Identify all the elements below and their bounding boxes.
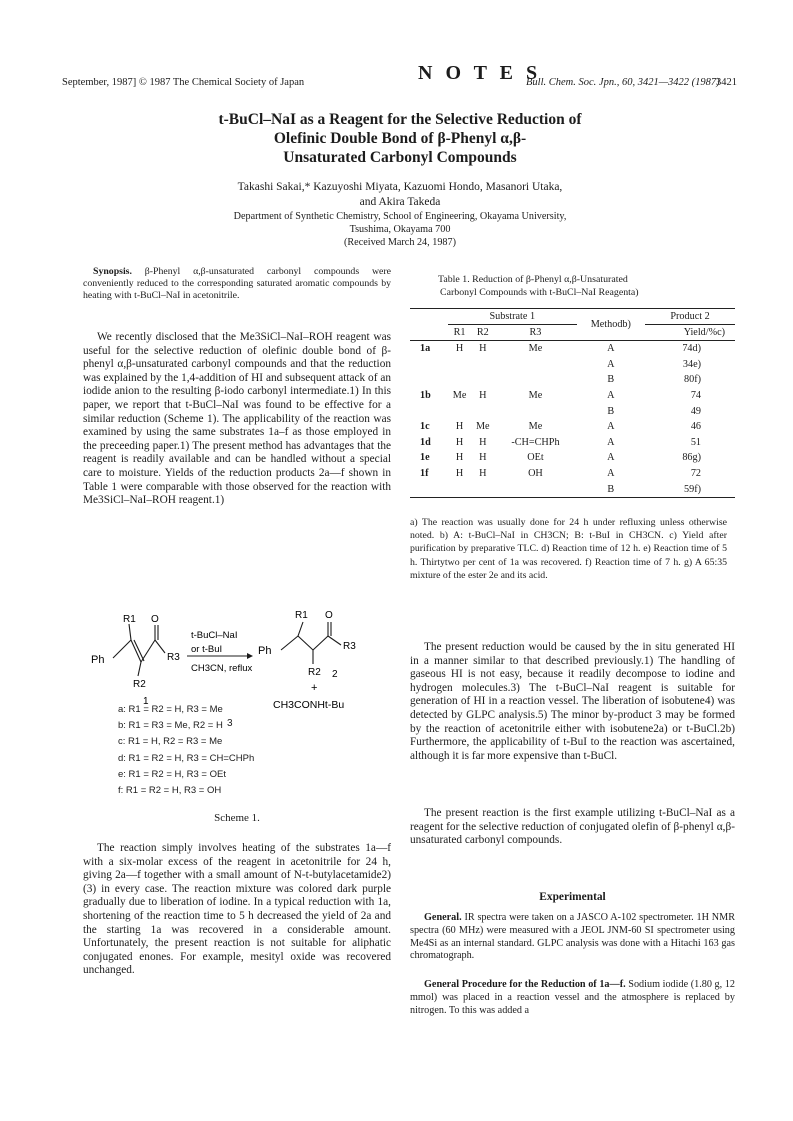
cell-compound: 1f [420, 468, 429, 480]
table-row [410, 372, 735, 388]
cell-method: A [607, 452, 615, 464]
substituent-list [118, 702, 254, 799]
table-row [410, 450, 735, 466]
cell-r3: Me [528, 390, 543, 402]
cell-yield: 34e) [682, 358, 701, 370]
substituent-row: d: R1 = R2 = H, R3 = CH=CHPh [118, 752, 255, 764]
cell-method: A [607, 343, 615, 355]
author-line: Takashi Sakai,* Kazuyoshi Miyata, Kazuomi Hondo, Masanori Utaka, [237, 181, 563, 193]
body-paragraph-conclusion: The present reaction is the first example utilizing t-BuCl–NaI as a reagent for the selective reduction of conjugated olefin of β-phenyl α,β-unsaturated carbonyl compounds. [410, 807, 735, 847]
substituent-row: b: R1 = R3 = Me, R2 = H [118, 720, 223, 732]
table-subheader-row [410, 325, 735, 341]
phenyl-label-reactant: Ph [91, 654, 105, 666]
substituent-row: e: R1 = R2 = H, R3 = OEt [118, 768, 226, 780]
cell-compound: 1b [420, 390, 431, 402]
cell-method: A [607, 358, 615, 370]
cell-method: B [607, 405, 615, 417]
cell-r1: H [455, 421, 464, 433]
body-paragraph-procedure-summary: The reaction simply involves heating of the substrates 1a—f with a six-molar excess of the reagent in acetonitrile for 24 h, giving 2a—f together with a small amount of N-t-butylacetamide2) (3) in every case. The reaction mixture was colored dark purple gradually due to liberation of iodine. In a typical reduction with 1a, shortening of the reaction time to 5 h decreased the yield of 2a and the starting 1a was recovered in a considerable amount. Unfortunately, the present reaction is not suitable for aliphatic conjugated enones. For example, mesityl oxide was recovered unchanged. [83, 842, 391, 977]
cell-r2: H [479, 390, 487, 402]
header-substrate: Substrate 1 [448, 309, 577, 325]
cell-r1 [448, 372, 471, 388]
general-label: General. [424, 912, 462, 923]
affiliation [80, 210, 720, 249]
cell-compound: 1a [420, 343, 431, 355]
cell-r2: H [479, 452, 487, 464]
header-r2: R2 [476, 327, 489, 338]
cell-r2 [471, 357, 494, 373]
cell-compound [410, 357, 448, 373]
article-title [100, 110, 700, 167]
cell-r1 [448, 481, 471, 497]
cell-r3 [494, 357, 576, 373]
table-caption [438, 273, 728, 299]
experimental-procedure [410, 979, 735, 1017]
author-list [80, 180, 720, 210]
table-row [410, 419, 735, 435]
cell-compound: 1d [420, 436, 431, 448]
cell-r2 [471, 372, 494, 388]
cell-yield: 59f) [684, 483, 701, 495]
arrow-head [247, 653, 253, 659]
compound-number-1: 1 [143, 696, 149, 707]
table-row [410, 466, 735, 482]
cell-yield: 74 [690, 390, 701, 402]
cell-r3: OEt [527, 452, 544, 464]
table-footnote: a) The reaction was usually done for 24 h under refluxing unless otherwise noted. b) A: t-BuCl–NaI in CH3CN; B: t-BuI in CH3CN. c) Yield after purification by preparative TLC. d) Reaction time of 12 h. e) Reaction time of 5 h. Thirtytwo per cent of 1a was recovered. f) Reaction time of 7 h. g) A 65:35 mixture of the ester 2e and its acid. [410, 517, 727, 581]
affiliation-line: Department of Synthetic Chemistry, School of Engineering, Okayama University, [233, 211, 567, 222]
citation: Bull. Chem. Soc. Jpn., 60, 3421—3422 (1987) [526, 77, 720, 88]
cell-method: A [607, 421, 615, 433]
cell-r2 [471, 481, 494, 497]
running-header [62, 62, 737, 94]
affiliation-line: Tsushima, Okayama 700 [349, 224, 451, 235]
cell-yield: 74d) [682, 343, 701, 355]
section-label: N O T E S [418, 62, 542, 84]
cell-r1: Me [452, 390, 467, 402]
synopsis [83, 266, 391, 302]
table-row [410, 388, 735, 404]
r3-label-reactant: R3 [167, 652, 180, 663]
cell-r1: H [455, 468, 464, 480]
title-line: Unsaturated Carbonyl Compounds [283, 149, 517, 166]
cell-r2: H [479, 436, 487, 448]
r2-label-reactant: R2 [133, 679, 146, 690]
cell-method: A [607, 468, 615, 480]
scheme-caption: Scheme 1. [214, 812, 260, 824]
author-line: and Akira Takeda [359, 196, 441, 208]
cell-r3: -CH=CHPh [511, 436, 560, 448]
substituent-row: a: R1 = R2 = H, R3 = Me [118, 704, 223, 715]
cell-yield: 51 [690, 436, 701, 448]
header-product: Product 2 [645, 309, 735, 325]
r1-label-reactant: R1 [123, 614, 136, 625]
cell-r1 [448, 403, 471, 419]
cell-r3 [494, 481, 576, 497]
reaction-conditions: CH3CN, reflux [191, 663, 253, 674]
cell-method: B [607, 374, 615, 386]
cell-method: B [607, 483, 615, 495]
cell-compound: 1c [420, 421, 430, 433]
cell-yield: 86g) [682, 452, 701, 464]
cell-r2: Me [475, 421, 490, 433]
compound-number-2: 2 [332, 669, 338, 680]
table-caption-line: Table 1. Reduction of β-Phenyl α,β-Unsaturated [438, 274, 628, 285]
cell-compound: 1e [420, 452, 430, 464]
general-text: IR spectra were taken on a JASCO A-102 spectrometer. 1H NMR spectra (60 MHz) were measured with a JEOL JNM-60 SI spectrometer using Me4Si as an internal standard. GLPC analysis was done with a Hitachi 163 gas chromatograph. [410, 912, 735, 962]
cell-compound [410, 372, 448, 388]
product-structure [281, 622, 341, 664]
table-row [410, 481, 735, 497]
page-number: 3421 [716, 77, 737, 88]
cell-yield: 46 [690, 421, 701, 433]
cell-yield: 72 [690, 468, 701, 480]
cell-r3: OH [528, 468, 543, 480]
phenyl-label-product: Ph [258, 645, 272, 657]
body-paragraph-intro: We recently disclosed that the Me3SiCl–NaI–ROH reagent was useful for the selective reduction of olefinic double bond of β-phenyl α,β-unsaturated carbonyl compounds and that the reduction was explained by the 1,4-addition of HI and subsequent attack of an iodide anion to the resulting β-iodo carbonyl intermediate.1) In this paper, we report that t-BuCl–NaI was found to be effective for a similar reduction (Scheme 1). The applicability of the reaction was examined by using the same substrates 1a–f as those employed in the preceeding paper.1) The present method has advantages that the reagent is readily available and can be handled without a special care to moisture. Yields of the reduction products 2a—f shown in Table 1 were comparable with those observed for the reaction with Me3SiCl–NaI–ROH reagent.1) [83, 331, 391, 507]
cell-compound [410, 481, 448, 497]
cell-r1: H [455, 436, 464, 448]
cell-r2: H [479, 468, 487, 480]
header-r1: R1 [453, 327, 466, 338]
oxygen-label-product: O [325, 610, 333, 621]
section-heading-experimental: Experimental [539, 891, 606, 903]
cell-compound [410, 403, 448, 419]
cell-yield: 49 [690, 405, 701, 417]
cell-r2: H [479, 343, 487, 355]
reagent-alternative: or t-BuI [191, 644, 223, 655]
r3-label-product: R3 [343, 641, 356, 652]
experimental-general [410, 912, 735, 963]
plus-sign: + [311, 682, 318, 694]
cell-r3: Me [528, 421, 543, 433]
header-yield: Yield/%c) [683, 327, 725, 338]
procedure-text: Sodium iodide (1.80 g, 12 mmol) was placed in a reaction vessel and the atmosphere is replaced by nitrogen. To this was added a [410, 979, 736, 1016]
table-caption-line: Carbonyl Compounds with t-BuCl–NaI Reagenta) [440, 287, 639, 298]
header-r3: R3 [529, 327, 542, 338]
cell-method: A [607, 436, 615, 448]
byproduct-formula: CH3CONHt-Bu [273, 699, 345, 710]
procedure-label: General Procedure for the Reduction of 1a—f. [424, 979, 626, 990]
header-method: Methodb) [590, 319, 631, 330]
title-line: t-BuCl–NaI as a Reagent for the Selective Reduction of [218, 111, 582, 128]
cell-r1: H [455, 343, 464, 355]
reaction-scheme [83, 600, 391, 710]
cell-r1: H [455, 452, 464, 464]
reagent-primary: t-BuCl–NaI [191, 630, 238, 641]
r2-label-product: R2 [308, 667, 321, 678]
results-table [410, 308, 735, 498]
cell-method: A [607, 390, 615, 402]
synopsis-label: Synopsis. [93, 266, 132, 277]
substituent-row: f: R1 = R2 = H, R3 = OH [118, 785, 222, 797]
table-row [410, 435, 735, 451]
reactant-structure [113, 624, 165, 676]
oxygen-label-reactant: O [151, 614, 159, 625]
cell-r1 [448, 357, 471, 373]
substituent-row: c: R1 = H, R2 = R3 = Me [118, 736, 223, 748]
body-paragraph-mechanism: The present reduction would be caused by the in situ generated HI in a manner similar to that described previously.1) The handling of gaseous HI is not easy, because it readily decompose to iodine and hydrogen molecules.3) The t-BuCl–NaI reagent is suitable for generation of HI in a reaction vessel. The liberation of isobutene4) was detected by GLPC analysis.5) The minor by-product 3 may be formed by the reaction of acetonitrile either with isobutene2a) or t-BuCl.2b) Furthermore, the applicability of t-BuI to the reaction was ascertained, although it is far more expensive than t-BuCl. [410, 641, 735, 762]
title-line: Olefinic Double Bond of β-Phenyl α,β- [273, 130, 527, 147]
cell-r3: Me [528, 343, 543, 355]
cell-yield: 80f) [684, 374, 701, 386]
cell-r3 [494, 372, 576, 388]
table-header-row [410, 309, 735, 325]
synopsis-text: β-Phenyl α,β-unsaturated carbonyl compounds were conveniently reduced to the corresponding saturated aromatic compounds by heating with t-BuCl–NaI in acetonitrile. [83, 266, 391, 301]
journal-date-copyright: September, 1987] © 1987 The Chemical Society of Japan [62, 77, 305, 88]
compound-number-3: 3 [227, 718, 233, 729]
r1-label-product: R1 [295, 610, 308, 621]
cell-r2 [471, 403, 494, 419]
received-date: (Received March 24, 1987) [343, 237, 457, 248]
table-row [410, 357, 735, 373]
table-row [410, 341, 735, 357]
cell-r3 [494, 403, 576, 419]
table-row [410, 403, 735, 419]
